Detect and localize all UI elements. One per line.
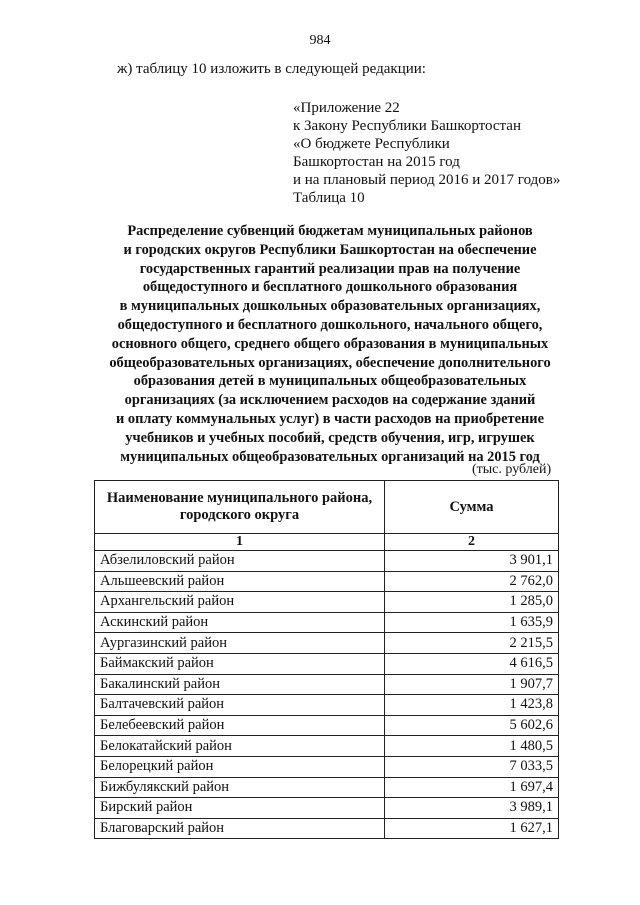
district-name: Белебеевский район	[95, 715, 385, 736]
title-line: основного общего, среднего общего образования в муниципальных	[111, 335, 549, 352]
title-line: учебников и учебных пособий, средств обучения, игр, игрушек	[125, 429, 535, 446]
district-name: Бирский район	[95, 798, 385, 819]
table-row	[95, 674, 559, 695]
district-sum: 1 285,0	[385, 592, 559, 613]
table-row	[95, 695, 559, 716]
title-line: и оплату коммунальных услуг) в части расходов на приобретение	[116, 410, 544, 427]
district-name: Бакалинский район	[95, 674, 385, 695]
appendix-line: «Приложение 22	[293, 100, 400, 116]
district-name: Архангельский район	[95, 592, 385, 613]
district-name: Белокатайский район	[95, 736, 385, 757]
district-sum: 1 635,9	[385, 612, 559, 633]
intro-text: ж) таблицу 10 изложить в следующей редакции:	[117, 61, 426, 77]
appendix-line: и на плановый период 2016 и 2017 годов»	[293, 172, 561, 188]
table-row	[95, 592, 559, 613]
table-row	[95, 715, 559, 736]
district-name: Белорецкий район	[95, 756, 385, 777]
district-name: Бижбулякский район	[95, 777, 385, 798]
district-sum: 1 907,7	[385, 674, 559, 695]
district-name: Абзелиловский район	[95, 551, 385, 572]
table-row	[95, 612, 559, 633]
district-sum: 1 627,1	[385, 818, 559, 839]
district-sum: 2 762,0	[385, 571, 559, 592]
title-line: общедоступного и бесплатного дошкольного образования	[142, 279, 518, 296]
header-name: Наименование муниципального района, городского округа	[95, 481, 385, 534]
title-line: общедоступного и бесплатного дошкольного, начального общего,	[117, 316, 543, 333]
table-row	[95, 736, 559, 757]
title-line: в муниципальных дошкольных образовательных организациях,	[119, 298, 541, 315]
table-row	[95, 633, 559, 654]
appendix-line: «О бюджете Республики	[293, 136, 450, 152]
district-sum: 1 423,8	[385, 695, 559, 716]
title-line: организациях (за исключением расходов на содержание зданий	[124, 392, 536, 409]
column-number: 1	[95, 534, 385, 551]
title-line: образования детей в муниципальных общеобразовательных	[133, 373, 527, 390]
district-sum: 3 989,1	[385, 798, 559, 819]
appendix-line: к Закону Республики Башкортостан	[293, 118, 521, 134]
table-body	[95, 551, 559, 839]
district-name: Альшеевский район	[95, 571, 385, 592]
table-row	[95, 551, 559, 572]
table-header-row	[95, 481, 559, 534]
document-title	[95, 222, 565, 466]
district-sum: 1 480,5	[385, 736, 559, 757]
title-line: муниципальных общеобразовательных организаций на 2015 год	[120, 448, 540, 465]
table-row	[95, 653, 559, 674]
district-sum: 3 901,1	[385, 551, 559, 572]
column-number-row	[95, 534, 559, 551]
district-sum: 5 602,6	[385, 715, 559, 736]
title-line: государственных гарантий реализации прав на получение	[139, 260, 521, 277]
column-number: 2	[385, 534, 559, 551]
district-sum: 1 697,4	[385, 777, 559, 798]
appendix-line: Башкортостан на 2015 год	[293, 154, 460, 170]
district-sum: 4 616,5	[385, 653, 559, 674]
table-row	[95, 818, 559, 839]
district-name: Баймакский район	[95, 653, 385, 674]
district-sum: 2 215,5	[385, 633, 559, 654]
title-line: и городских округов Республики Башкортостан на обеспечение	[123, 241, 537, 258]
units-label: (тыс. рублей)	[472, 462, 552, 477]
appendix-line: Таблица 10	[293, 190, 365, 206]
district-name: Благоварский район	[95, 818, 385, 839]
subvention-table	[94, 480, 559, 839]
table-row	[95, 798, 559, 819]
district-name: Балтачевский район	[95, 695, 385, 716]
table-row	[95, 777, 559, 798]
header-sum: Сумма	[385, 481, 559, 534]
district-sum: 7 033,5	[385, 756, 559, 777]
table-row	[95, 571, 559, 592]
appendix-reference	[293, 99, 560, 207]
table-row	[95, 756, 559, 777]
title-line: общеобразовательных организациях, обеспечение дополнительного	[109, 354, 551, 371]
district-name: Аскинский район	[95, 612, 385, 633]
page-number: 984	[309, 33, 331, 48]
title-line: Распределение субвенций бюджетам муниципальных районов	[127, 223, 533, 239]
district-name: Аургазинский район	[95, 633, 385, 654]
